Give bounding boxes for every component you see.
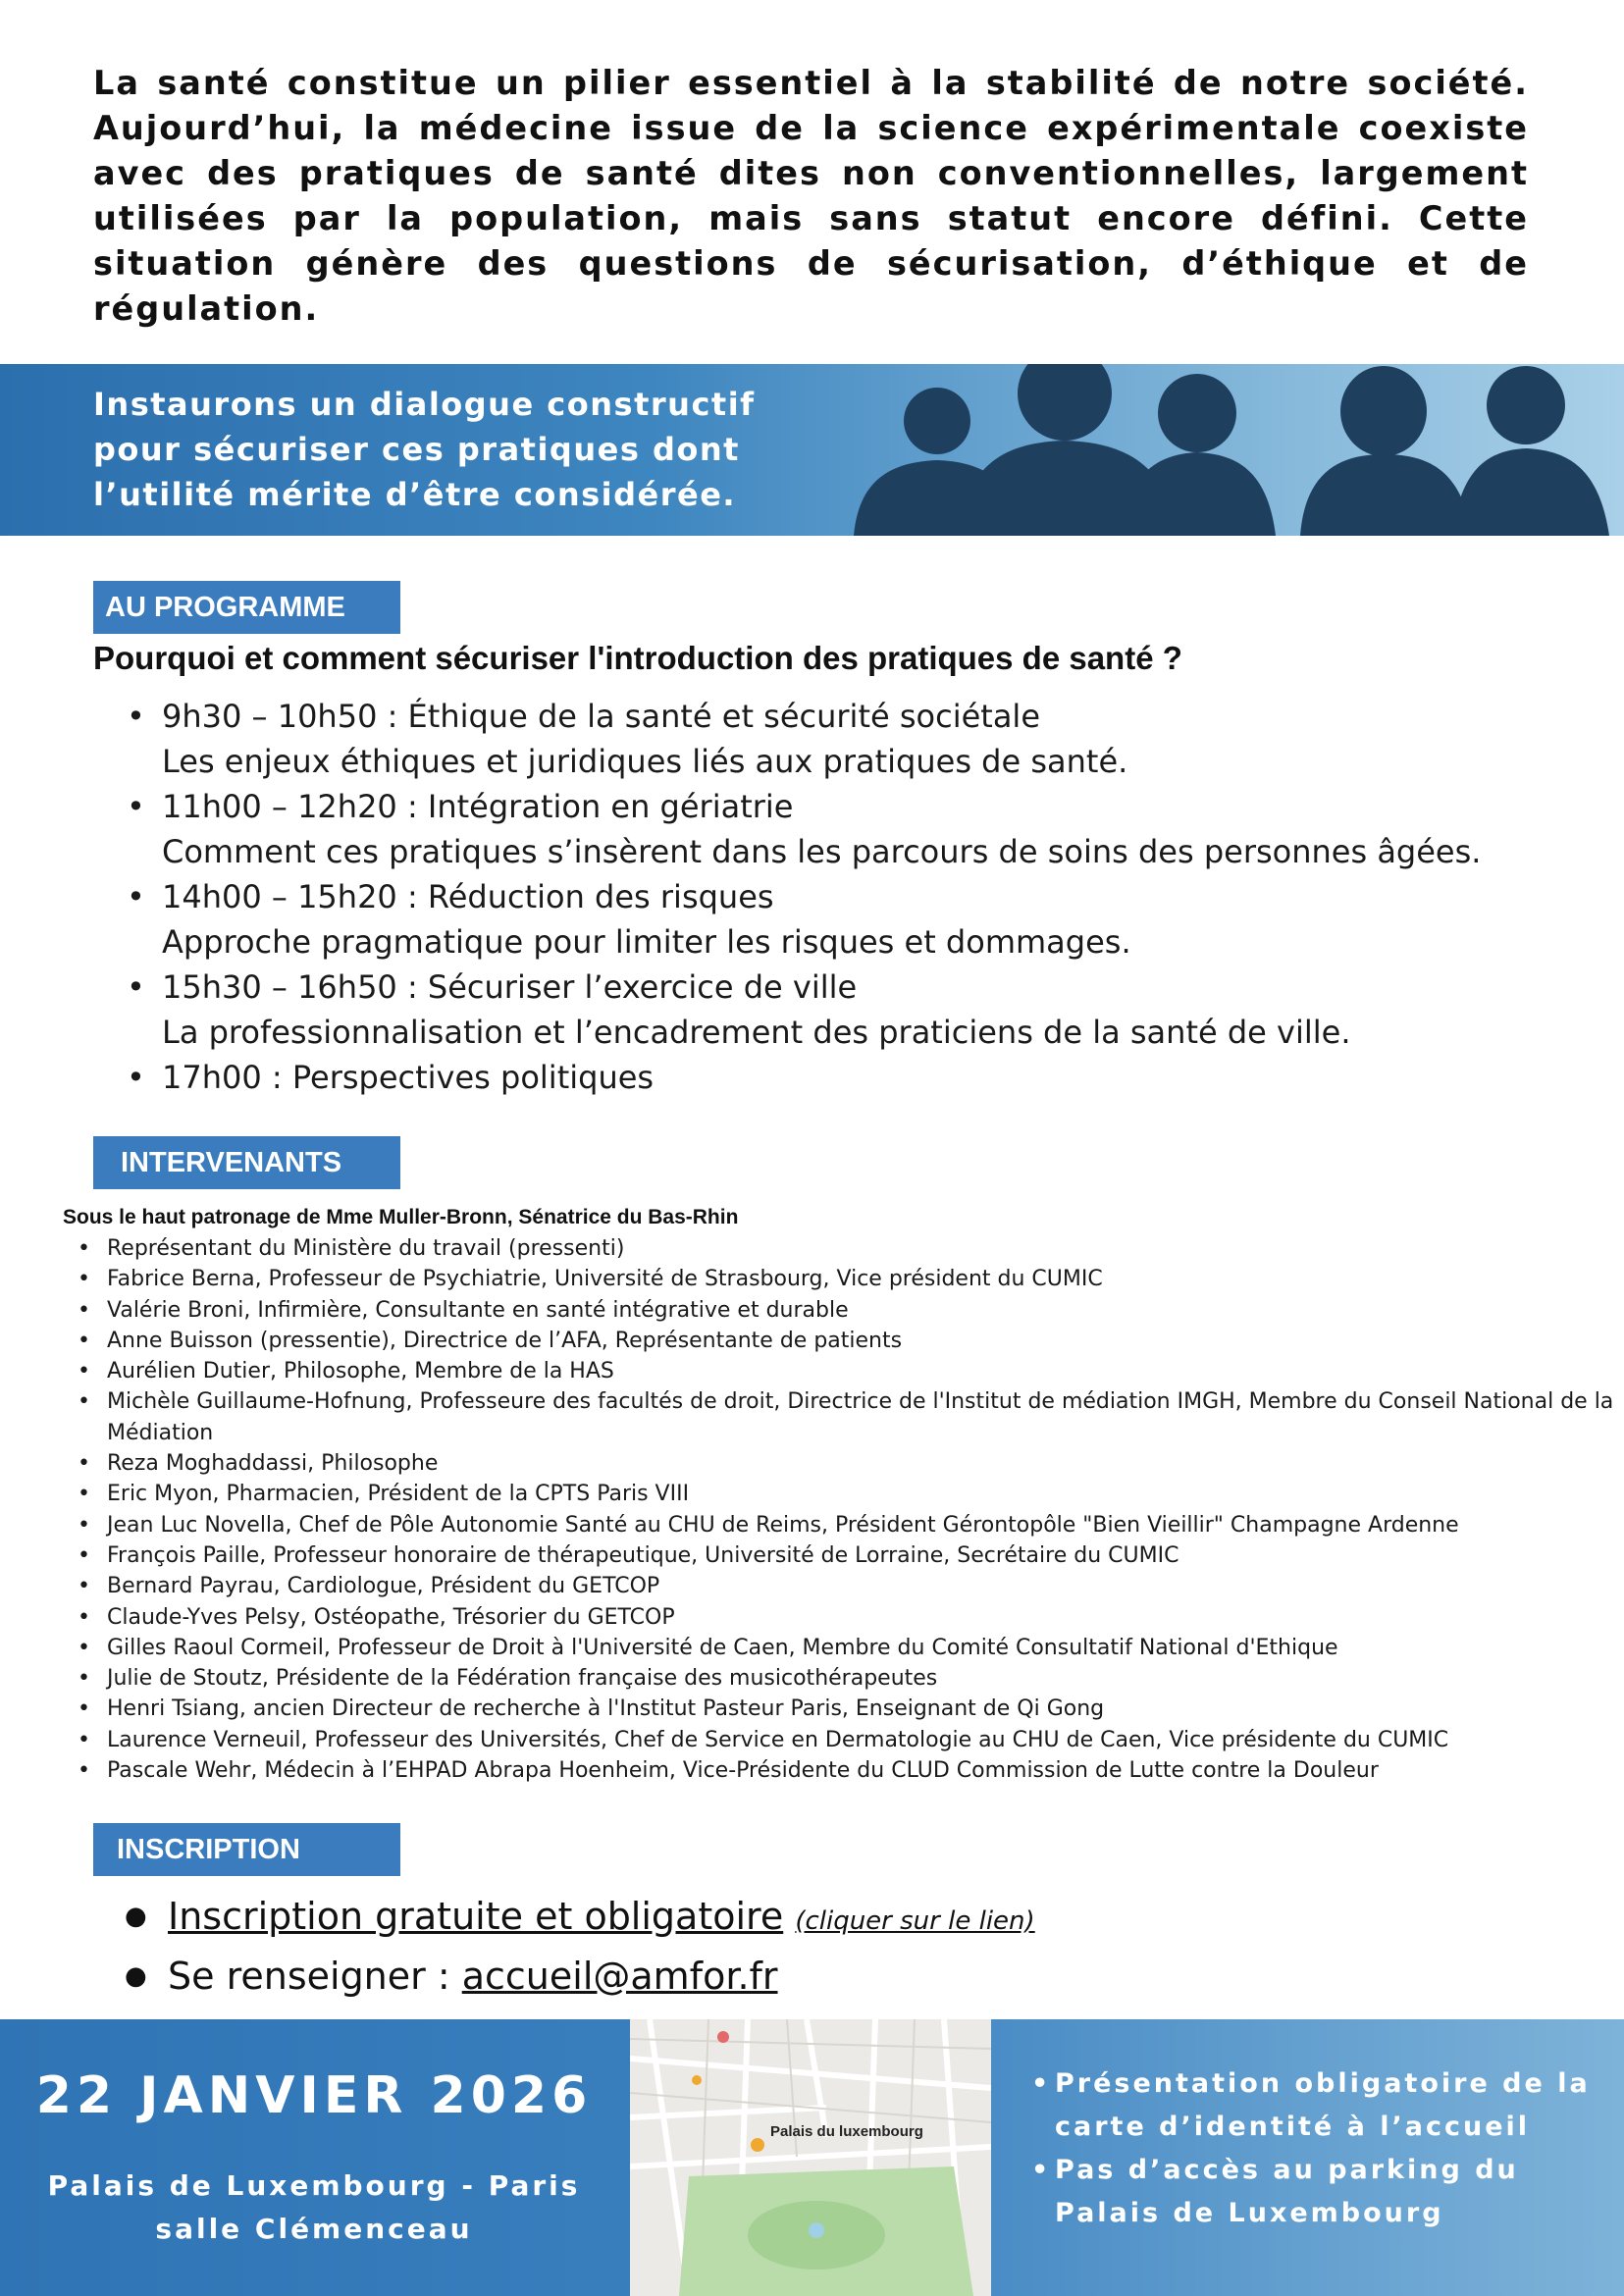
programme-item-title: 14h00 – 15h20 : Réduction des risques — [162, 878, 774, 915]
venue-line: Palais de Luxembourg - Paris — [47, 2169, 581, 2202]
programme-item — [162, 784, 1624, 874]
dialogue-banner — [0, 364, 1624, 536]
contact-item — [168, 1949, 1035, 2004]
event-footer — [0, 2019, 1624, 2296]
access-note: • Présentation obligatoire de la carte d’identité à l’accueil — [1055, 2062, 1604, 2149]
registration-link[interactable]: Inscription gratuite et obligatoire — [168, 1895, 784, 1938]
banner-line: pour sécuriser ces pratiques dont — [93, 431, 740, 468]
event-date: 22 JANVIER 2026 — [35, 2066, 593, 2125]
programme-item — [162, 874, 1624, 965]
inscription-section-label: INSCRIPTION — [93, 1823, 400, 1876]
speaker-item: • Eric Myon, Pharmacien, Président de la CPTS Paris VIII — [107, 1479, 1618, 1509]
programme-item-title: 17h00 : Perspectives politiques — [162, 1059, 655, 1096]
programme-title: Pourquoi et comment sécuriser l'introduction des pratiques de santé ? — [93, 640, 1182, 676]
programme-item — [162, 965, 1624, 1055]
speaker-item: • Laurence Verneuil, Professeur des Universités, Chef de Service en Dermatologie au CHU de Caen, Vice présidente du CUMIC — [107, 1725, 1618, 1755]
venue-line: salle Clémenceau — [155, 2213, 473, 2245]
intro-paragraph: La santé constitue un pilier essentiel à la stabilité de notre société. Aujourd’hui, la médecine issue de la science expérimentale coexiste avec des pratiques de santé dites non conventionnelles, largement utilisées par la population, mais sans statut encore défini. Cette situation génère des questions de sécurisation, d’éthique et de régulation. — [93, 64, 1529, 328]
speaker-item: • Henri Tsiang, ancien Directeur de recherche à l'Institut Pasteur Paris, Enseignant de Qi Gong — [107, 1694, 1618, 1724]
banner-line: l’utilité mérite d’être considérée. — [93, 476, 737, 513]
speaker-item: • Claude-Yves Pelsy, Ostéopathe, Trésorier du GETCOP — [107, 1602, 1618, 1633]
programme-item-title: 15h30 – 16h50 : Sécuriser l’exercice de ville — [162, 968, 858, 1006]
banner-line: Instaurons un dialogue constructif — [93, 386, 756, 423]
programme-item-title: 9h30 – 10h50 : Éthique de la santé et sécurité sociétale — [162, 698, 1040, 735]
speaker-item: • Pascale Wehr, Médecin à l’EHPAD Abrapa Hoenheim, Vice-Présidente du CLUD Commission de Lutte contre la Douleur — [107, 1755, 1618, 1786]
speaker-item: • Représentant du Ministère du travail (pressenti) — [107, 1233, 1618, 1264]
programme-item — [162, 1055, 1624, 1100]
programme-item-desc: Les enjeux éthiques et juridiques liés aux pratiques de santé. — [162, 743, 1128, 780]
speaker-item: • François Paille, Professeur honoraire de thérapeutique, Université de Lorraine, Secrétaire du CUMIC — [107, 1540, 1618, 1571]
map-location-label: Palais du luxembourg — [770, 2123, 923, 2140]
speakers-list — [63, 1233, 1618, 1786]
banner-text — [93, 382, 819, 517]
programme-item — [162, 694, 1624, 784]
speaker-item: • Fabrice Berna, Professeur de Psychiatrie, Université de Strasbourg, Vice président du CUMIC — [107, 1264, 1618, 1294]
intervenants-section-label: INTERVENANTS — [93, 1136, 400, 1189]
programme-item-desc: Comment ces pratiques s’insèrent dans les parcours de soins des personnes âgées. — [162, 833, 1482, 870]
speaker-item: • Valérie Broni, Infirmière, Consultante en santé intégrative et durable — [107, 1295, 1618, 1326]
speaker-item: • Jean Luc Novella, Chef de Pôle Autonomie Santé au CHU de Reims, Président Gérontopôle "Bien Vieillir" Champagne Ardenne — [107, 1510, 1618, 1540]
access-notes — [1055, 2062, 1604, 2235]
programme-item-desc: La professionnalisation et l’encadrement des praticiens de la santé de ville. — [162, 1014, 1351, 1051]
inscription-list — [93, 1889, 1035, 2004]
contact-prefix: Se renseigner : — [168, 1955, 462, 1998]
speaker-item: • Anne Buisson (pressentie), Directrice de l’AFA, Représentante de patients — [107, 1326, 1618, 1356]
speaker-item: • Gilles Raoul Cormeil, Professeur de Droit à l'Université de Caen, Membre du Comité Consultatif National d'Ethique — [107, 1633, 1618, 1663]
programme-section-label: AU PROGRAMME — [93, 581, 400, 634]
speaker-item: • Bernard Payrau, Cardiologue, Président du GETCOP — [107, 1571, 1618, 1601]
map-streets-image — [630, 2019, 991, 2296]
patronage-line: Sous le haut patronage de Mme Muller-Bronn, Sénatrice du Bas-Rhin — [63, 1206, 739, 1228]
speaker-item: • Aurélien Dutier, Philosophe, Membre de la HAS — [107, 1356, 1618, 1386]
registration-link-hint[interactable]: (cliquer sur le lien) — [795, 1906, 1035, 1936]
speaker-item: • Michèle Guillaume-Hofnung, Professeure des facultés de droit, Directrice de l'Institut de médiation IMGH, Membre du Conseil National de la Médiation — [107, 1386, 1618, 1448]
speaker-item: • Reza Moghaddassi, Philosophe — [107, 1448, 1618, 1479]
access-note: • Pas d’accès au parking du Palais de Luxembourg — [1055, 2149, 1604, 2235]
speaker-item: • Julie de Stoutz, Présidente de la Fédération française des musicothérapeutes — [107, 1663, 1618, 1694]
location-map[interactable] — [630, 2019, 991, 2296]
event-venue — [0, 2165, 628, 2251]
programme-item-title: 11h00 – 12h20 : Intégration en gériatrie — [162, 788, 794, 825]
programme-list — [93, 694, 1624, 1100]
inscription-item — [168, 1889, 1035, 1949]
programme-item-desc: Approche pragmatique pour limiter les risques et dommages. — [162, 923, 1131, 961]
contact-email-link[interactable]: accueil@amfor.fr — [461, 1955, 778, 1998]
